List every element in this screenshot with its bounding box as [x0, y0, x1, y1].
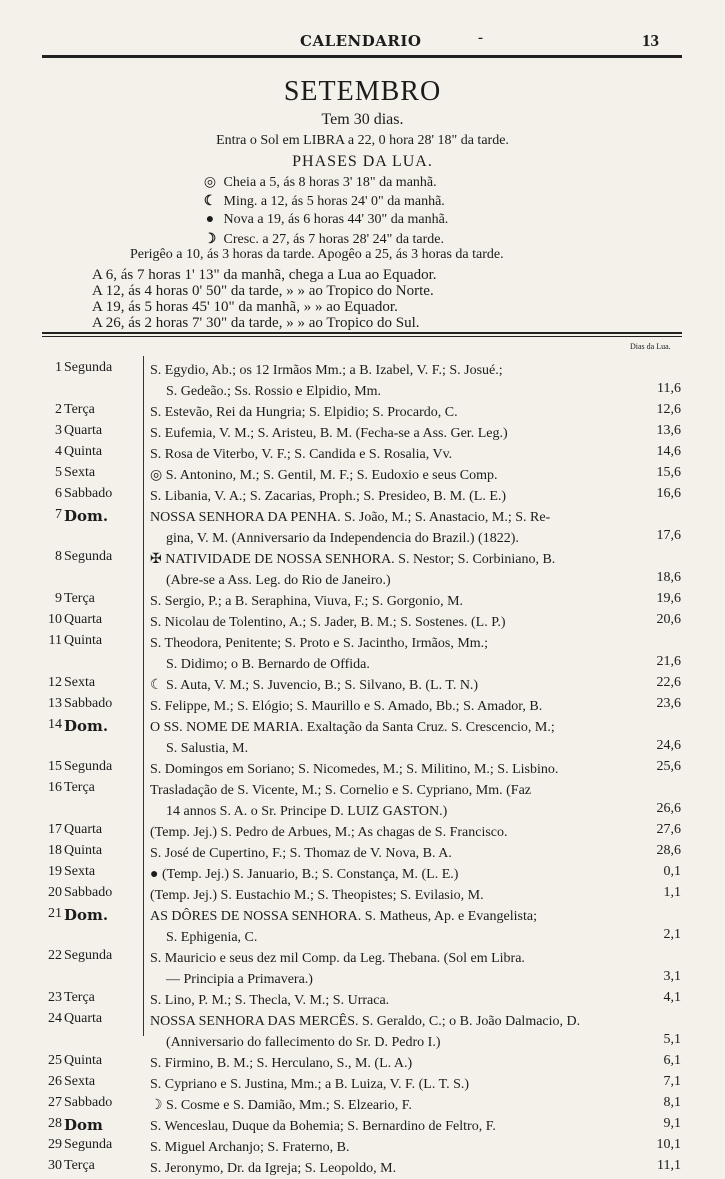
- moon-equator-line: A 19, ás 5 horas 45' 10" da manhã, » » ao Equador.: [92, 299, 398, 315]
- page-number: 13: [642, 31, 659, 50]
- day-number: 16: [48, 780, 62, 795]
- day-number: 30: [48, 1158, 62, 1173]
- moon-equator-line: A 12, ás 4 horas 0' 50" da tarde, » » ao Tropico do Norte.: [92, 283, 434, 299]
- saints-line: NOSSA SENHORA DA PENHA. S. João, M.; S. Anastacio, M.; S. Re-: [150, 510, 551, 525]
- day-number: 29: [48, 1137, 62, 1152]
- weekday: Quinta: [64, 1053, 103, 1068]
- moon-age: 10,1: [656, 1137, 681, 1152]
- saints-line: S. Jeronymo, Dr. da Igreja; S. Leopoldo, M.: [150, 1161, 397, 1176]
- phase-new-moon: [200, 212, 448, 228]
- day-number: 10: [48, 612, 62, 627]
- weekday: Quarta: [64, 612, 103, 627]
- day-number: 25: [48, 1053, 62, 1068]
- day-number: 15: [48, 759, 62, 774]
- weekday: Quinta: [64, 843, 103, 858]
- weekday: Sexta: [64, 675, 96, 690]
- phase-text: Nova a 19, ás 6 horas 44' 30" da manhã.: [223, 212, 449, 227]
- new-moon-icon: ●: [205, 212, 215, 227]
- day-number: 19: [48, 864, 62, 879]
- day-row: [0, 822, 725, 843]
- moon-age: 17,6: [656, 528, 681, 543]
- day-row: [0, 633, 725, 675]
- day-row: [0, 423, 725, 444]
- saints-text: [150, 948, 640, 990]
- day-row: [0, 990, 725, 1011]
- saints-text: [150, 864, 640, 885]
- weekday: Segunda: [64, 1137, 113, 1152]
- weekday: Dom: [64, 1116, 103, 1134]
- saints-text: [150, 1137, 640, 1158]
- day-number: 12: [48, 675, 62, 690]
- moon-age: 25,6: [656, 759, 681, 774]
- phase-text: Cheia a 5, ás 8 horas 3' 18" da manhã.: [223, 175, 437, 190]
- saints-line-continued: S. Gedeão.; Ss. Rossio e Elpidio, Mm.: [166, 384, 382, 399]
- day-row: [0, 885, 725, 906]
- saints-line: S. Estevão, Rei da Hungria; S. Elpidio; S. Procardo, C.: [150, 405, 458, 420]
- day-number: 11: [48, 633, 62, 648]
- saints-text: [150, 1011, 640, 1053]
- header-rule: [42, 55, 682, 58]
- saints-line: S. Wenceslau, Duque da Bohemia; S. Bernardino de Feltro, F.: [150, 1119, 496, 1134]
- weekday: Sabbado: [64, 696, 113, 711]
- saints-text: [150, 759, 640, 780]
- day-number: 21: [48, 906, 62, 921]
- day-row: [0, 948, 725, 990]
- weekday: Sexta: [64, 1074, 96, 1089]
- moon-age: 0,1: [663, 864, 681, 879]
- saints-text: [150, 990, 640, 1011]
- phases-title: PHASES DA LUA.: [292, 153, 433, 170]
- day-row: [0, 612, 725, 633]
- day-row: [0, 507, 725, 549]
- weekday: Sexta: [64, 465, 96, 480]
- phase-full-moon: [200, 174, 437, 191]
- saints-text: [150, 822, 640, 843]
- moon-age: 6,1: [663, 1053, 681, 1068]
- saints-text: [150, 612, 640, 633]
- saints-line: S. Libania, V. A.; S. Zacarias, Proph.; S. Presideo, B. M. (L. E.): [150, 489, 507, 504]
- saints-text: [150, 675, 640, 696]
- saints-line: S. Egydio, Ab.; os 12 Irmãos Mm.; a B. Izabel, V. F.; S. Josué.;: [150, 363, 503, 378]
- running-title: CALENDARIO: [300, 32, 422, 50]
- weekday: Dom.: [64, 507, 109, 525]
- day-number: 24: [48, 1011, 62, 1026]
- day-number: 27: [48, 1095, 62, 1110]
- moon-age: 12,6: [656, 402, 681, 417]
- moon-equator-line: A 6, ás 7 horas 1' 13" da manhã, chega a Lua ao Equador.: [92, 267, 437, 283]
- saints-line-continued: (Anniversario do fallecimento do Sr. D. Pedro I.): [166, 1035, 441, 1050]
- day-number: 13: [48, 696, 62, 711]
- moon-age: 8,1: [663, 1095, 681, 1110]
- saints-line: ☽ S. Cosme e S. Damião, Mm.; S. Elzeario, F.: [150, 1098, 412, 1113]
- day-number: 5: [55, 465, 62, 480]
- saints-line: S. Firmino, B. M.; S. Herculano, S., M. (L. A.): [150, 1056, 413, 1071]
- moon-age: 22,6: [656, 675, 681, 690]
- saints-line: S. Felippe, M.; S. Elógio; S. Maurillo e S. Amado, Bb.; S. Amador, B.: [150, 699, 543, 714]
- moon-age: 1,1: [663, 885, 681, 900]
- moon-age: 23,6: [656, 696, 681, 711]
- saints-line-continued: 14 annos S. A. o Sr. Principe D. LUIZ GASTON.): [166, 804, 448, 819]
- moon-age: 28,6: [656, 843, 681, 858]
- saints-text: [150, 360, 640, 402]
- phase-text: Ming. a 12, ás 5 horas 24' 0" da manhã.: [223, 194, 445, 209]
- section-rule: [42, 332, 682, 334]
- weekday: Quarta: [64, 1011, 103, 1026]
- weekday: Sabbado: [64, 486, 113, 501]
- day-row: [0, 444, 725, 465]
- day-number: 4: [55, 444, 62, 459]
- moon-age: 7,1: [663, 1074, 681, 1089]
- saints-text: [150, 1158, 640, 1179]
- saints-text: [150, 444, 640, 465]
- saints-line: S. Sergio, P.; a B. Seraphina, Viuva, F.; S. Gorgonio, M.: [150, 594, 464, 609]
- saints-line: O SS. NOME DE MARIA. Exaltação da Santa Cruz. S. Crescencio, M.;: [150, 720, 555, 735]
- day-number: 20: [48, 885, 62, 900]
- day-number: 14: [48, 717, 62, 732]
- moon-age: 13,6: [656, 423, 681, 438]
- saints-line: S. Theodora, Penitente; S. Proto e S. Jacintho, Irmãos, Mm.;: [150, 636, 489, 651]
- saints-line: S. Mauricio e seus dez mil Comp. da Leg. Thebana. (Sol em Libra.: [150, 951, 525, 966]
- saints-text: [150, 843, 640, 864]
- weekday: Segunda: [64, 759, 113, 774]
- saints-text: [150, 549, 640, 591]
- day-number: 9: [55, 591, 62, 606]
- day-number: 8: [55, 549, 62, 564]
- saints-text: [150, 717, 640, 759]
- saints-line: ● (Temp. Jej.) S. Januario, B.; S. Constança, M. (L. E.): [150, 867, 459, 882]
- day-row: [0, 1137, 725, 1158]
- day-row: [0, 1158, 725, 1179]
- day-row: [0, 906, 725, 948]
- saints-text: [150, 696, 640, 717]
- day-row: [0, 1116, 725, 1137]
- saints-line: NOSSA SENHORA DAS MERCÊS. S. Geraldo, C.; o B. João Dalmacio, D.: [150, 1014, 581, 1029]
- saints-line: S. Rosa de Viterbo, V. F.; S. Candida e S. Rosalia, Vv.: [150, 447, 453, 462]
- saints-line: (Temp. Jej.) S. Eustachio M.; S. Theopistes; S. Evilasio, M.: [150, 888, 484, 903]
- weekday: Quarta: [64, 423, 103, 438]
- last-quarter-moon-icon: ☾: [203, 194, 217, 209]
- moon-age: 18,6: [656, 570, 681, 585]
- day-row: [0, 864, 725, 885]
- day-row: [0, 549, 725, 591]
- weekday: Dom.: [64, 906, 109, 924]
- moon-age: 24,6: [656, 738, 681, 753]
- month-days: Tem 30 dias.: [321, 111, 404, 128]
- day-row: [0, 780, 725, 822]
- weekday: Quarta: [64, 822, 103, 837]
- weekday: Segunda: [64, 360, 113, 375]
- saints-text: [150, 1074, 640, 1095]
- saints-text: [150, 486, 640, 507]
- saints-line-continued: S. Didimo; o B. Bernardo de Offida.: [166, 657, 370, 672]
- day-row: [0, 1095, 725, 1116]
- day-row: [0, 1011, 725, 1053]
- day-row: [0, 717, 725, 759]
- full-moon-icon: ◎: [203, 175, 217, 190]
- saints-line: S. Miguel Archanjo; S. Fraterno, B.: [150, 1140, 350, 1155]
- day-row: [0, 360, 725, 402]
- day-number: 22: [48, 948, 62, 963]
- saints-line: (Temp. Jej.) S. Pedro de Arbues, M.; As chagas de S. Francisco.: [150, 825, 508, 840]
- day-row: [0, 402, 725, 423]
- month-title: SETEMBRO: [283, 76, 442, 107]
- first-quarter-moon-icon: ☽: [203, 232, 217, 247]
- day-row: [0, 675, 725, 696]
- day-row: [0, 591, 725, 612]
- day-number: 23: [48, 990, 62, 1005]
- saints-line: ☾ S. Auta, V. M.; S. Juvencio, B.; S. Silvano, B. (L. T. N.): [150, 678, 479, 693]
- weekday: Quinta: [64, 633, 103, 648]
- saints-line: S. Lino, P. M.; S. Thecla, V. M.; S. Urraca.: [150, 993, 390, 1008]
- saints-line-continued: S. Salustia, M.: [166, 741, 249, 756]
- saints-text: [150, 1095, 640, 1116]
- moon-age: 15,6: [656, 465, 681, 480]
- saints-text: [150, 885, 640, 906]
- day-number: 7: [55, 507, 62, 522]
- saints-text: [150, 402, 640, 423]
- day-row: [0, 1053, 725, 1074]
- saints-line-continued: S. Ephigenia, C.: [166, 930, 258, 945]
- moon-age: 26,6: [656, 801, 681, 816]
- moon-age: 5,1: [663, 1032, 681, 1047]
- weekday: Sabbado: [64, 1095, 113, 1110]
- weekday: Terça: [64, 990, 95, 1005]
- moon-age: 14,6: [656, 444, 681, 459]
- day-number: 17: [48, 822, 62, 837]
- day-number: 26: [48, 1074, 62, 1089]
- calendar-table: [0, 360, 725, 1179]
- moon-age: 11,1: [657, 1158, 681, 1173]
- moon-age: 2,1: [663, 927, 681, 942]
- saints-text: [150, 1116, 640, 1137]
- moon-age: 11,6: [657, 381, 681, 396]
- weekday: Quinta: [64, 444, 103, 459]
- weekday: Terça: [64, 780, 95, 795]
- day-row: [0, 465, 725, 486]
- day-row: [0, 486, 725, 507]
- running-head: [0, 30, 725, 52]
- saints-text: [150, 906, 640, 948]
- moon-age: 21,6: [656, 654, 681, 669]
- running-dash: -: [478, 30, 483, 46]
- saints-line: AS DÔRES DE NOSSA SENHORA. S. Matheus, Ap. e Evangelista;: [150, 909, 537, 924]
- weekday: Terça: [64, 591, 95, 606]
- day-number: 2: [55, 402, 62, 417]
- day-row: [0, 843, 725, 864]
- weekday: Dom.: [64, 717, 109, 735]
- moon-age: 4,1: [663, 990, 681, 1005]
- moon-age: 19,6: [656, 591, 681, 606]
- day-row: [0, 696, 725, 717]
- saints-line: ✠ NATIVIDADE DE NOSSA SENHORA. S. Nestor; S. Corbiniano, B.: [150, 552, 556, 567]
- day-number: 28: [48, 1116, 62, 1131]
- moon-age: 20,6: [656, 612, 681, 627]
- saints-line-continued: (Abre-se a Ass. Leg. do Rio de Janeiro.): [166, 573, 391, 588]
- moon-age: 3,1: [663, 969, 681, 984]
- phase-last-quarter: [200, 193, 445, 210]
- saints-line: S. Cypriano e S. Justina, Mm.; a B. Luiza, V. F. (L. T. S.): [150, 1077, 470, 1092]
- saints-line: S. José de Cupertino, F.; S. Thomaz de V. Nova, B. A.: [150, 846, 452, 861]
- saints-line: S. Eufemia, V. M.; S. Aristeu, B. M. (Fecha-se a Ass. Ger. Leg.): [150, 426, 508, 441]
- moon-age: 16,6: [656, 486, 681, 501]
- saints-line: Trasladação de S. Vicente, M.; S. Cornelio e S. Cypriano, Mm. (Faz: [150, 783, 532, 798]
- day-row: [0, 1074, 725, 1095]
- saints-line-continued: — Principia a Primavera.): [166, 972, 313, 987]
- weekday: Terça: [64, 1158, 95, 1173]
- saints-text: [150, 507, 640, 549]
- moon-age: 9,1: [663, 1116, 681, 1131]
- saints-line: ◎ S. Antonino, M.; S. Gentil, M. F.; S. Eudoxio e seus Comp.: [150, 468, 498, 483]
- weekday: Sabbado: [64, 885, 113, 900]
- saints-text: [150, 633, 640, 675]
- saints-text: [150, 1053, 640, 1074]
- moon-age-label: Dias da Lua.: [630, 342, 671, 351]
- moon-equator-line: A 26, ás 2 horas 7' 30" da tarde, » » ao Tropico do Sul.: [92, 315, 420, 331]
- weekday: Sexta: [64, 864, 96, 879]
- saints-line: S. Nicolau de Tolentino, A.; S. Jader, B. M.; S. Sostenes. (L. P.): [150, 615, 506, 630]
- phase-text: Cresc. a 27, ás 7 horas 28' 24" da tarde.: [223, 232, 445, 247]
- saints-line-continued: gina, V. M. (Anniversario da Independencia do Brazil.) (1822).: [166, 531, 519, 546]
- day-number: 18: [48, 843, 62, 858]
- weekday: Terça: [64, 402, 95, 417]
- weekday: Segunda: [64, 948, 113, 963]
- section-rule: [42, 336, 682, 337]
- perigee-apogee: Perigêo a 10, ás 3 horas da tarde. Apogêo a 25, ás 3 horas da tarde.: [130, 247, 504, 262]
- sun-entry: Entra o Sol em LIBRA a 22, 0 hora 28' 18" da tarde.: [216, 133, 509, 148]
- day-number: 3: [55, 423, 62, 438]
- day-row: [0, 759, 725, 780]
- saints-text: [150, 423, 640, 444]
- moon-age: 27,6: [656, 822, 681, 837]
- saints-text: [150, 465, 640, 486]
- saints-text: [150, 780, 640, 822]
- day-number: 1: [55, 360, 62, 375]
- phase-first-quarter: [200, 231, 444, 248]
- day-number: 6: [55, 486, 62, 501]
- weekday: Segunda: [64, 549, 113, 564]
- saints-line: S. Domingos em Soriano; S. Nicomedes, M.; S. Militino, M.; S. Lisbino.: [150, 762, 559, 777]
- saints-text: [150, 591, 640, 612]
